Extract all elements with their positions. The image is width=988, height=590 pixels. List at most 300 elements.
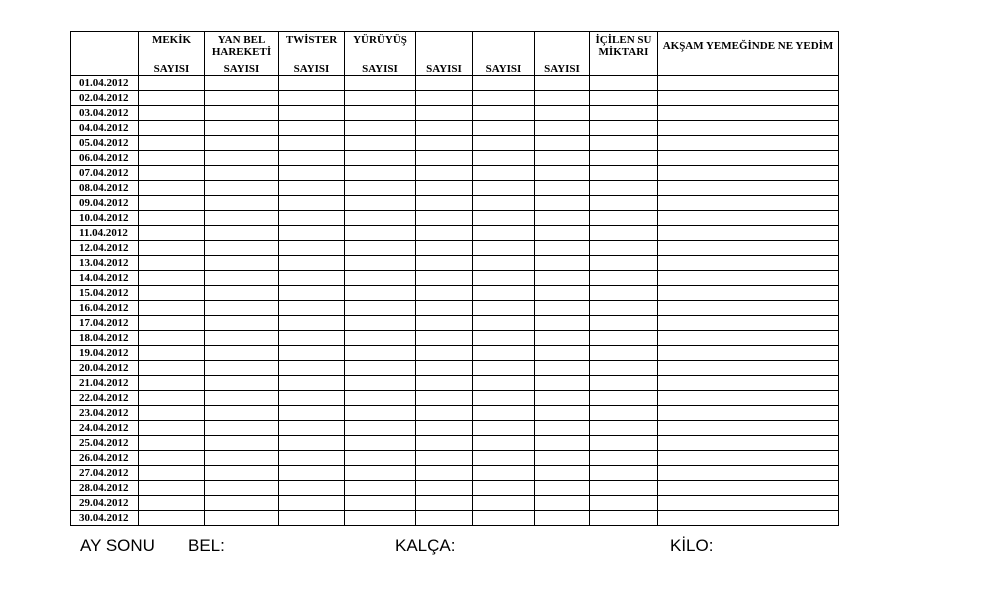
entry-cell[interactable] [590, 121, 658, 136]
entry-cell[interactable] [345, 151, 416, 166]
entry-cell[interactable] [473, 406, 535, 421]
entry-cell[interactable] [205, 196, 279, 211]
entry-cell[interactable] [473, 376, 535, 391]
entry-cell[interactable] [535, 421, 590, 436]
entry-cell[interactable] [535, 91, 590, 106]
date-cell: 02.04.2012 [71, 91, 139, 106]
entry-cell[interactable] [590, 151, 658, 166]
table-row [71, 136, 839, 151]
entry-cell[interactable] [535, 76, 590, 91]
entry-cell[interactable] [345, 241, 416, 256]
entry-cell[interactable] [205, 166, 279, 181]
entry-cell[interactable] [416, 406, 473, 421]
entry-cell[interactable] [473, 421, 535, 436]
table-row [71, 466, 839, 481]
entry-cell[interactable] [345, 211, 416, 226]
entry-cell[interactable] [535, 166, 590, 181]
entry-cell[interactable] [205, 226, 279, 241]
month-end-measurements [0, 536, 988, 558]
entry-cell[interactable] [139, 406, 205, 421]
entry-cell[interactable] [473, 76, 535, 91]
entry-cell[interactable] [473, 301, 535, 316]
entry-cell[interactable] [345, 271, 416, 286]
entry-cell[interactable] [416, 196, 473, 211]
entry-cell[interactable] [590, 271, 658, 286]
entry-cell[interactable] [535, 151, 590, 166]
entry-cell[interactable] [416, 301, 473, 316]
entry-cell[interactable] [139, 421, 205, 436]
entry-cell[interactable] [473, 136, 535, 151]
entry-cell[interactable] [205, 406, 279, 421]
entry-cell[interactable] [139, 151, 205, 166]
entry-cell[interactable] [590, 316, 658, 331]
entry-cell[interactable] [205, 271, 279, 286]
entry-cell[interactable] [473, 496, 535, 511]
entry-cell[interactable] [416, 106, 473, 121]
entry-cell[interactable] [139, 271, 205, 286]
entry-cell[interactable] [658, 451, 839, 466]
entry-cell[interactable] [658, 286, 839, 301]
entry-cell[interactable] [345, 106, 416, 121]
entry-cell[interactable] [279, 196, 345, 211]
entry-cell[interactable] [590, 376, 658, 391]
table-row [71, 376, 839, 391]
entry-cell[interactable] [139, 256, 205, 271]
entry-cell[interactable] [658, 406, 839, 421]
entry-cell[interactable] [535, 316, 590, 331]
entry-cell[interactable] [473, 256, 535, 271]
entry-cell[interactable] [658, 106, 839, 121]
entry-cell[interactable] [658, 436, 839, 451]
entry-cell[interactable] [279, 331, 345, 346]
table-row [71, 196, 839, 211]
entry-cell[interactable] [535, 286, 590, 301]
date-cell: 01.04.2012 [71, 76, 139, 91]
entry-cell[interactable] [139, 361, 205, 376]
entry-cell[interactable] [658, 346, 839, 361]
entry-cell[interactable] [416, 331, 473, 346]
entry-cell[interactable] [416, 226, 473, 241]
entry-cell[interactable] [416, 76, 473, 91]
date-cell: 26.04.2012 [71, 451, 139, 466]
hip-label: KALÇA: [395, 536, 456, 555]
entry-cell[interactable] [658, 496, 839, 511]
entry-cell[interactable] [590, 346, 658, 361]
entry-cell[interactable] [279, 91, 345, 106]
date-cell: 29.04.2012 [71, 496, 139, 511]
entry-cell[interactable] [658, 121, 839, 136]
entry-cell[interactable] [279, 76, 345, 91]
entry-cell[interactable] [535, 346, 590, 361]
entry-cell[interactable] [345, 196, 416, 211]
entry-cell[interactable] [473, 436, 535, 451]
entry-cell[interactable] [473, 151, 535, 166]
entry-cell[interactable] [345, 181, 416, 196]
entry-cell[interactable] [279, 496, 345, 511]
entry-cell[interactable] [139, 451, 205, 466]
entry-cell[interactable] [535, 376, 590, 391]
entry-cell[interactable] [473, 166, 535, 181]
entry-cell[interactable] [535, 181, 590, 196]
entry-cell[interactable] [535, 256, 590, 271]
entry-cell[interactable] [658, 136, 839, 151]
entry-cell[interactable] [473, 121, 535, 136]
header-blank-3-count: SAYISI [535, 62, 590, 76]
entry-cell[interactable] [590, 436, 658, 451]
entry-cell[interactable] [345, 226, 416, 241]
entry-cell[interactable] [139, 106, 205, 121]
entry-cell[interactable] [139, 226, 205, 241]
table-row [71, 91, 839, 106]
entry-cell[interactable] [590, 301, 658, 316]
entry-cell[interactable] [658, 271, 839, 286]
entry-cell[interactable] [279, 106, 345, 121]
entry-cell[interactable] [205, 331, 279, 346]
entry-cell[interactable] [535, 406, 590, 421]
table-row [71, 391, 839, 406]
entry-cell[interactable] [345, 316, 416, 331]
entry-cell[interactable] [590, 421, 658, 436]
entry-cell[interactable] [535, 451, 590, 466]
entry-cell[interactable] [590, 181, 658, 196]
entry-cell[interactable] [658, 391, 839, 406]
entry-cell[interactable] [139, 436, 205, 451]
entry-cell[interactable] [205, 391, 279, 406]
entry-cell[interactable] [345, 91, 416, 106]
entry-cell[interactable] [279, 466, 345, 481]
entry-cell[interactable] [590, 196, 658, 211]
entry-cell[interactable] [590, 331, 658, 346]
entry-cell[interactable] [139, 211, 205, 226]
entry-cell[interactable] [658, 196, 839, 211]
entry-cell[interactable] [658, 331, 839, 346]
entry-cell[interactable] [658, 166, 839, 181]
entry-cell[interactable] [535, 511, 590, 526]
date-column-header [71, 32, 139, 76]
entry-cell[interactable] [205, 301, 279, 316]
entry-cell[interactable] [279, 181, 345, 196]
entry-cell[interactable] [590, 166, 658, 181]
entry-cell[interactable] [416, 466, 473, 481]
entry-cell[interactable] [535, 331, 590, 346]
entry-cell[interactable] [658, 511, 839, 526]
entry-cell[interactable] [416, 496, 473, 511]
entry-cell[interactable] [416, 121, 473, 136]
entry-cell[interactable] [139, 241, 205, 256]
entry-cell[interactable] [658, 181, 839, 196]
entry-cell[interactable] [590, 76, 658, 91]
entry-cell[interactable] [139, 331, 205, 346]
entry-cell[interactable] [590, 406, 658, 421]
entry-cell[interactable] [279, 136, 345, 151]
entry-cell[interactable] [205, 481, 279, 496]
entry-cell[interactable] [590, 451, 658, 466]
entry-cell[interactable] [345, 511, 416, 526]
entry-cell[interactable] [658, 151, 839, 166]
entry-cell[interactable] [279, 256, 345, 271]
entry-cell[interactable] [205, 211, 279, 226]
entry-cell[interactable] [345, 136, 416, 151]
entry-cell[interactable] [416, 256, 473, 271]
entry-cell[interactable] [279, 361, 345, 376]
entry-cell[interactable] [416, 211, 473, 226]
entry-cell[interactable] [416, 181, 473, 196]
entry-cell[interactable] [205, 181, 279, 196]
entry-cell[interactable] [345, 346, 416, 361]
entry-cell[interactable] [658, 301, 839, 316]
entry-cell[interactable] [658, 481, 839, 496]
entry-cell[interactable] [139, 166, 205, 181]
entry-cell[interactable] [139, 121, 205, 136]
entry-cell[interactable] [535, 211, 590, 226]
entry-cell[interactable] [535, 136, 590, 151]
entry-cell[interactable] [416, 316, 473, 331]
entry-cell[interactable] [139, 466, 205, 481]
entry-cell[interactable] [205, 76, 279, 91]
entry-cell[interactable] [535, 436, 590, 451]
entry-cell[interactable] [279, 346, 345, 361]
entry-cell[interactable] [416, 271, 473, 286]
entry-cell[interactable] [279, 151, 345, 166]
entry-cell[interactable] [279, 121, 345, 136]
entry-cell[interactable] [345, 331, 416, 346]
entry-cell[interactable] [205, 136, 279, 151]
entry-cell[interactable] [473, 331, 535, 346]
entry-cell[interactable] [658, 76, 839, 91]
entry-cell[interactable] [345, 376, 416, 391]
entry-cell[interactable] [345, 466, 416, 481]
entry-cell[interactable] [535, 301, 590, 316]
entry-cell[interactable] [535, 391, 590, 406]
entry-cell[interactable] [279, 286, 345, 301]
entry-cell[interactable] [416, 166, 473, 181]
entry-cell[interactable] [658, 376, 839, 391]
entry-cell[interactable] [416, 91, 473, 106]
entry-cell[interactable] [473, 481, 535, 496]
date-cell: 25.04.2012 [71, 436, 139, 451]
date-cell: 04.04.2012 [71, 121, 139, 136]
entry-cell[interactable] [205, 91, 279, 106]
entry-cell[interactable] [279, 436, 345, 451]
entry-cell[interactable] [205, 361, 279, 376]
entry-cell[interactable] [590, 496, 658, 511]
entry-cell[interactable] [139, 286, 205, 301]
entry-cell[interactable] [205, 466, 279, 481]
entry-cell[interactable] [590, 241, 658, 256]
entry-cell[interactable] [473, 196, 535, 211]
entry-cell[interactable] [279, 391, 345, 406]
entry-cell[interactable] [205, 436, 279, 451]
entry-cell[interactable] [279, 211, 345, 226]
entry-cell[interactable] [590, 91, 658, 106]
entry-cell[interactable] [205, 376, 279, 391]
entry-cell[interactable] [535, 271, 590, 286]
entry-cell[interactable] [345, 406, 416, 421]
entry-cell[interactable] [473, 466, 535, 481]
entry-cell[interactable] [205, 286, 279, 301]
entry-cell[interactable] [416, 481, 473, 496]
entry-cell[interactable] [139, 91, 205, 106]
entry-cell[interactable] [416, 436, 473, 451]
entry-cell[interactable] [205, 121, 279, 136]
entry-cell[interactable] [658, 466, 839, 481]
entry-cell[interactable] [590, 286, 658, 301]
entry-cell[interactable] [205, 106, 279, 121]
entry-cell[interactable] [473, 271, 535, 286]
entry-cell[interactable] [416, 511, 473, 526]
entry-cell[interactable] [279, 316, 345, 331]
header-situps-count: SAYISI [139, 62, 205, 76]
entry-cell[interactable] [345, 76, 416, 91]
entry-cell[interactable] [279, 241, 345, 256]
entry-cell[interactable] [205, 451, 279, 466]
entry-cell[interactable] [473, 211, 535, 226]
entry-cell[interactable] [590, 106, 658, 121]
entry-cell[interactable] [205, 151, 279, 166]
entry-cell[interactable] [345, 301, 416, 316]
entry-cell[interactable] [658, 316, 839, 331]
entry-cell[interactable] [345, 421, 416, 436]
entry-cell[interactable] [416, 376, 473, 391]
entry-cell[interactable] [658, 211, 839, 226]
entry-cell[interactable] [139, 181, 205, 196]
entry-cell[interactable] [139, 391, 205, 406]
entry-cell[interactable] [590, 256, 658, 271]
header-blank-1-count: SAYISI [416, 62, 473, 76]
entry-cell[interactable] [535, 496, 590, 511]
entry-cell[interactable] [590, 466, 658, 481]
entry-cell[interactable] [139, 196, 205, 211]
entry-cell[interactable] [205, 496, 279, 511]
entry-cell[interactable] [473, 391, 535, 406]
entry-cell[interactable] [416, 361, 473, 376]
entry-cell[interactable] [473, 286, 535, 301]
entry-cell[interactable] [535, 361, 590, 376]
entry-cell[interactable] [416, 151, 473, 166]
entry-cell[interactable] [139, 511, 205, 526]
entry-cell[interactable] [205, 511, 279, 526]
entry-cell[interactable] [279, 376, 345, 391]
entry-cell[interactable] [473, 361, 535, 376]
entry-cell[interactable] [416, 346, 473, 361]
entry-cell[interactable] [279, 226, 345, 241]
header-walking-count: SAYISI [345, 62, 416, 76]
entry-cell[interactable] [139, 346, 205, 361]
entry-cell[interactable] [590, 481, 658, 496]
entry-cell[interactable] [658, 361, 839, 376]
entry-cell[interactable] [279, 451, 345, 466]
entry-cell[interactable] [535, 196, 590, 211]
date-cell: 16.04.2012 [71, 301, 139, 316]
date-cell: 28.04.2012 [71, 481, 139, 496]
entry-cell[interactable] [139, 496, 205, 511]
entry-cell[interactable] [345, 121, 416, 136]
entry-cell[interactable] [416, 391, 473, 406]
entry-cell[interactable] [345, 481, 416, 496]
entry-cell[interactable] [535, 241, 590, 256]
entry-cell[interactable] [590, 136, 658, 151]
entry-cell[interactable] [139, 136, 205, 151]
date-cell: 23.04.2012 [71, 406, 139, 421]
entry-cell[interactable] [279, 301, 345, 316]
entry-cell[interactable] [205, 421, 279, 436]
entry-cell[interactable] [205, 256, 279, 271]
entry-cell[interactable] [473, 451, 535, 466]
date-cell: 06.04.2012 [71, 151, 139, 166]
entry-cell[interactable] [473, 226, 535, 241]
entry-cell[interactable] [139, 316, 205, 331]
table-row [71, 511, 839, 526]
entry-cell[interactable] [345, 361, 416, 376]
entry-cell[interactable] [416, 451, 473, 466]
entry-cell[interactable] [473, 181, 535, 196]
entry-cell[interactable] [279, 511, 345, 526]
entry-cell[interactable] [345, 391, 416, 406]
entry-cell[interactable] [139, 301, 205, 316]
entry-cell[interactable] [205, 241, 279, 256]
table-row [71, 121, 839, 136]
entry-cell[interactable] [279, 271, 345, 286]
entry-cell[interactable] [473, 106, 535, 121]
entry-cell[interactable] [416, 136, 473, 151]
entry-cell[interactable] [279, 421, 345, 436]
entry-cell[interactable] [345, 286, 416, 301]
entry-cell[interactable] [658, 241, 839, 256]
entry-cell[interactable] [345, 436, 416, 451]
entry-cell[interactable] [205, 316, 279, 331]
entry-cell[interactable] [345, 166, 416, 181]
entry-cell[interactable] [590, 211, 658, 226]
entry-cell[interactable] [473, 316, 535, 331]
date-cell: 18.04.2012 [71, 331, 139, 346]
entry-cell[interactable] [535, 121, 590, 136]
date-cell: 11.04.2012 [71, 226, 139, 241]
date-cell: 08.04.2012 [71, 181, 139, 196]
entry-cell[interactable] [205, 346, 279, 361]
entry-cell[interactable] [139, 76, 205, 91]
entry-cell[interactable] [590, 226, 658, 241]
entry-cell[interactable] [473, 91, 535, 106]
entry-cell[interactable] [535, 106, 590, 121]
entry-cell[interactable] [473, 511, 535, 526]
entry-cell[interactable] [658, 226, 839, 241]
entry-cell[interactable] [279, 406, 345, 421]
entry-cell[interactable] [590, 391, 658, 406]
table-row [71, 436, 839, 451]
entry-cell[interactable] [279, 481, 345, 496]
entry-cell[interactable] [535, 481, 590, 496]
entry-cell[interactable] [139, 376, 205, 391]
entry-cell[interactable] [279, 166, 345, 181]
entry-cell[interactable] [473, 346, 535, 361]
entry-cell[interactable] [658, 256, 839, 271]
entry-cell[interactable] [590, 511, 658, 526]
entry-cell[interactable] [416, 241, 473, 256]
entry-cell[interactable] [345, 256, 416, 271]
entry-cell[interactable] [345, 451, 416, 466]
entry-cell[interactable] [658, 91, 839, 106]
entry-cell[interactable] [139, 481, 205, 496]
entry-cell[interactable] [535, 466, 590, 481]
entry-cell[interactable] [416, 286, 473, 301]
entry-cell[interactable] [416, 421, 473, 436]
entry-cell[interactable] [535, 226, 590, 241]
entry-cell[interactable] [658, 421, 839, 436]
month-end-label: AY SONU [80, 536, 155, 555]
entry-cell[interactable] [345, 496, 416, 511]
entry-cell[interactable] [473, 241, 535, 256]
entry-cell[interactable] [590, 361, 658, 376]
